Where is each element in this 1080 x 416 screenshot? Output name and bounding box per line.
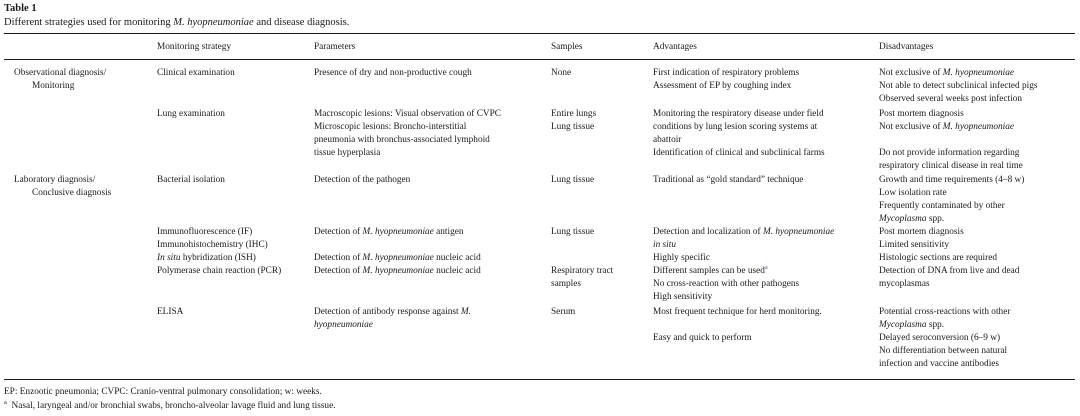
- disadvantages-cell-line: Post mortem diagnosis: [879, 109, 964, 119]
- top-rule: [4, 33, 1075, 34]
- parameters-cell-line: Detection of M. hyopneumoniae nucleic acid: [314, 266, 481, 276]
- table-caption: Different strategies used for monitoring M. hyopneumoniae and disease diagnosis.: [4, 17, 350, 28]
- disadvantages-cell-line: Detection of DNA from live and dead: [879, 266, 1020, 276]
- parameters-cell: [314, 67, 472, 80]
- table-label: Table 1: [4, 3, 37, 14]
- advantages-cell: [653, 252, 710, 265]
- group-label-line: Conclusive diagnosis: [32, 188, 112, 198]
- disadvantages-cell: [879, 265, 1019, 291]
- advantages-cell-line: conditions by lung lesion scoring systems at: [653, 122, 818, 132]
- strategy-cell: [157, 67, 235, 80]
- samples-cell-line: Lung tissue: [551, 227, 595, 237]
- advantages-cell: [653, 306, 822, 345]
- disadvantages-cell-line: infection and vaccine antibodies: [879, 359, 1000, 369]
- strategy-cell: [157, 226, 268, 252]
- group-label: [14, 67, 106, 93]
- advantages-cell-line: Different samples can be used$^a$: [653, 263, 768, 276]
- samples-cell-line: Lung tissue: [551, 122, 595, 132]
- advantages-cell-line: Easy and quick to perform: [653, 333, 752, 343]
- disadvantages-cell-line: respiratory clinical disease in real time: [879, 161, 1023, 171]
- disadvantages-cell-line: Post mortem diagnosis: [879, 227, 964, 237]
- advantages-cell-line: Identification of clinical and subclinical farms: [653, 148, 825, 158]
- advantages-cell-line: High sensitivity: [653, 292, 713, 302]
- disadvantages-cell-line: No differentiation between natural: [879, 346, 1008, 356]
- disadvantages-cell-line: Limited sensitivity: [879, 240, 949, 250]
- parameters-cell: [314, 265, 481, 278]
- strategy-cell-line: In situ hybridization (ISH): [157, 253, 256, 263]
- footnote-a: $^a$ Nasal, laryngeal and/or bronchial swabs, broncho-alveolar lavage fluid and lung tissue.: [4, 398, 336, 411]
- disadvantages-cell-line: Potential cross-reactions with other: [879, 307, 1011, 317]
- advantages-cell-line: in situ: [653, 240, 676, 250]
- strategy-cell-line: Clinical examination: [157, 68, 235, 78]
- samples-cell-line: Lung tissue: [551, 175, 595, 185]
- advantages-cell-line: No cross-reaction with other pathogens: [653, 279, 800, 289]
- header-samples: Samples: [551, 42, 583, 52]
- advantages-cell: [653, 226, 834, 252]
- samples-cell: [551, 108, 596, 134]
- parameters-cell: [314, 306, 471, 332]
- disadvantages-cell: [879, 226, 964, 252]
- parameters-cell-line: hyopneumoniae: [314, 320, 373, 330]
- header-advantages: Advantages: [653, 42, 697, 52]
- samples-cell-line: Respiratory tract: [551, 266, 614, 276]
- strategy-cell: [157, 265, 281, 278]
- advantages-cell-line: Detection and localization of M. hyopneumoniae: [653, 227, 835, 237]
- strategy-cell-line: Immunohistochemistry (IHC): [157, 240, 268, 250]
- parameters-cell-line: Microscopic lesions: Broncho-interstitial: [314, 122, 467, 132]
- parameters-cell-line: pneumonia with bronchus-associated lymphoid: [314, 135, 490, 145]
- disadvantages-cell-line: Not exclusive of M. hyopneumoniae: [879, 122, 1015, 132]
- advantages-cell-line: [653, 319, 822, 332]
- parameters-cell: [314, 226, 464, 239]
- advantages-cell-line: abattoir: [653, 135, 682, 145]
- parameters-cell-line: Detection of the pathogen: [314, 175, 411, 185]
- footnote-abbreviations: EP: Enzootic pneumonia; CVPC: Cranio-ventral pulmonary consolidation; w: weeks.: [4, 387, 322, 397]
- disadvantages-cell: [879, 67, 1038, 106]
- advantages-cell-line: First indication of respiratory problems: [653, 68, 800, 78]
- parameters-cell-line: tissue hyperplasia: [314, 148, 381, 158]
- samples-cell-line: samples: [551, 279, 581, 289]
- advantages-cell: [653, 67, 799, 93]
- header-parameters: Parameters: [314, 42, 356, 52]
- disadvantages-cell-line: Histologic sections are required: [879, 253, 997, 263]
- disadvantages-cell-line: Mycoplasma spp.: [879, 214, 945, 224]
- group-label: [14, 174, 111, 200]
- samples-cell: [551, 174, 594, 187]
- strategy-cell-line: Lung examination: [157, 109, 225, 119]
- header-rule: [4, 59, 1075, 60]
- samples-cell: [551, 306, 575, 319]
- bottom-rule: [4, 379, 1075, 380]
- samples-cell-line: None: [551, 68, 572, 78]
- samples-cell-line: Serum: [551, 307, 576, 317]
- disadvantages-cell: [879, 306, 1010, 371]
- disadvantages-cell-line: Frequently contaminated by other: [879, 201, 1005, 211]
- parameters-cell-line: Detection of M. hyopneumoniae nucleic acid: [314, 253, 481, 263]
- strategy-cell: [157, 108, 225, 121]
- disadvantages-cell-line: Do not provide information regarding: [879, 148, 1020, 158]
- samples-cell: [551, 226, 594, 239]
- samples-cell: [551, 67, 571, 80]
- disadvantages-cell-line: Observed several weeks post infection: [879, 94, 1023, 104]
- parameters-cell-line: Macroscopic lesions: Visual observation of CVPC: [314, 109, 501, 119]
- disadvantages-cell-line: [879, 134, 1023, 147]
- group-label-line: Laboratory diagnosis/: [14, 175, 96, 185]
- samples-cell-line: Entire lungs: [551, 109, 597, 119]
- samples-cell: [551, 265, 613, 291]
- advantages-cell-line: Most frequent technique for herd monitoring.: [653, 307, 822, 317]
- strategy-cell-line: ELISA: [157, 307, 184, 317]
- advantages-cell-line: Assessment of EP by coughing index: [653, 81, 792, 91]
- strategy-cell-line: Immunofluorescence (IF): [157, 227, 253, 237]
- advantages-cell-line: Monitoring the respiratory disease under field: [653, 109, 824, 119]
- advantages-cell-line: Traditional as “gold standard” technique: [653, 175, 804, 185]
- disadvantages-cell-line: Mycoplasma spp.: [879, 320, 945, 330]
- disadvantages-cell-line: mycoplasmas: [879, 279, 930, 289]
- advantages-cell-line: Highly specific: [653, 253, 711, 263]
- group-label-line: Monitoring: [32, 81, 75, 91]
- disadvantages-cell-line: Not able to detect subclinical infected pigs: [879, 81, 1038, 91]
- parameters-cell: [314, 108, 501, 160]
- disadvantages-cell-line: Growth and time requirements (4–8 w): [879, 175, 1025, 185]
- disadvantages-cell-line: Delayed seroconversion (6–9 w): [879, 333, 1001, 343]
- parameters-cell: [314, 252, 481, 265]
- parameters-cell: [314, 174, 410, 187]
- parameters-cell-line: Presence of dry and non-productive cough: [314, 68, 472, 78]
- disadvantages-cell-line: Not exclusive of M. hyopneumoniae: [879, 68, 1015, 78]
- header-disadvantages: Disadvantages: [879, 42, 934, 52]
- group-label-line: Observational diagnosis/: [14, 68, 107, 78]
- advantages-cell: [653, 174, 803, 187]
- disadvantages-cell-line: Low isolation rate: [879, 188, 947, 198]
- advantages-cell: [653, 265, 799, 304]
- strategy-cell-line: Polymerase chain reaction (PCR): [157, 266, 282, 276]
- header-monitoring-strategy: Monitoring strategy: [157, 42, 232, 52]
- disadvantages-cell: [879, 252, 997, 265]
- strategy-cell: [157, 252, 256, 265]
- parameters-cell-line: Detection of antibody response against M.: [314, 307, 471, 317]
- parameters-cell-line: Detection of M. hyopneumoniae antigen: [314, 227, 464, 237]
- advantages-cell: [653, 108, 825, 160]
- strategy-cell: [157, 306, 183, 319]
- disadvantages-cell: [879, 108, 1023, 173]
- disadvantages-cell: [879, 174, 1024, 226]
- strategy-cell: [157, 174, 225, 187]
- strategy-cell-line: Bacterial isolation: [157, 175, 225, 185]
